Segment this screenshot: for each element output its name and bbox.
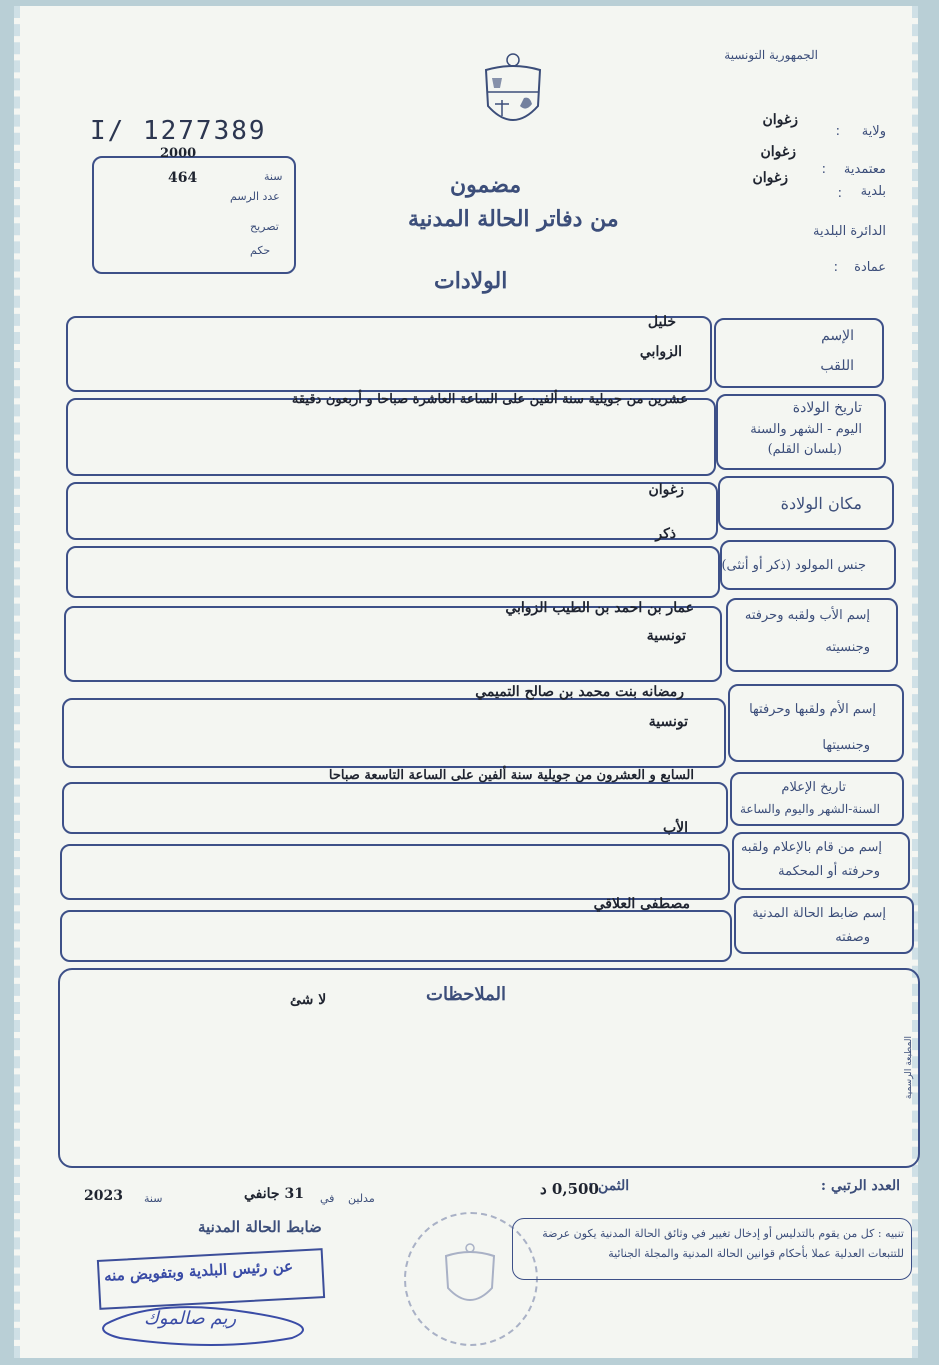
reg-number-label: عدد الرسم — [230, 190, 280, 203]
baladia-label: بلدية — [860, 184, 886, 199]
declaration-date-value: السابع و العشرون من جويلية سنة ألفين على الساعة التاسعة صباحا — [328, 768, 694, 783]
officer-value-box — [60, 910, 732, 962]
mother-value-box — [62, 698, 726, 768]
serial-number: I/ 1277389 — [90, 116, 267, 146]
section-title: الولادات — [434, 268, 508, 294]
motamadia-label: معتمدية — [843, 162, 886, 177]
year-value: 2023 — [84, 1188, 123, 1204]
mother-label: إسم الأم ولقبها وحرفتها — [749, 702, 876, 717]
birth-date-sub-label: اليوم - الشهر والسنة — [750, 422, 862, 437]
sex-label: جنس المولود (ذكر أو أنثى) — [721, 558, 866, 573]
declarant-value-box — [60, 844, 730, 900]
birth-place-value-box — [66, 482, 718, 540]
first-name-label: الإسم — [821, 328, 854, 344]
wilaya-label: ولاية — [861, 124, 886, 139]
motamadia-value: زغوان — [760, 144, 796, 160]
officer-label: إسم ضابط الحالة المدنية — [752, 906, 886, 921]
mother-nationality-label: وجنسيتها — [822, 738, 870, 753]
warning-text: تنبيه : كل من يقوم بالتدليس أو إدخال تغيير في وثائق الحالة المدنية يكون عرضة للتتبعات العدلية عملا بأحكام قوانين الحالة المدنية والمجلة الجنائية — [542, 1227, 904, 1261]
declaration-date-sub-label: السنة-الشهر واليوم والساعة — [739, 802, 880, 816]
father-value: عمار بن احمد بن الطيب الزوابي — [505, 600, 694, 616]
birth-date-label: تاريخ الولادة — [792, 400, 862, 416]
birth-date-value-box — [66, 398, 716, 476]
reg-judgment-label: حكم — [250, 244, 271, 257]
mother-value: رمضانه بنت محمد بن صالح التميمي — [475, 684, 684, 700]
signature-loop-icon — [96, 1302, 326, 1346]
colon: : — [833, 260, 838, 275]
title-line1: مضمون — [450, 172, 522, 198]
signature-name: ريم صالموك — [144, 1308, 237, 1329]
year-label: سنة — [144, 1192, 163, 1205]
birth-place-value: زغوان — [648, 482, 684, 498]
colon: : — [821, 162, 826, 177]
sex-value: ذكر — [655, 526, 676, 542]
name-label-box — [714, 318, 884, 388]
omada-label: عمادة — [854, 260, 886, 275]
reg-year-label: سنة — [264, 170, 283, 183]
declarant-value: الأب — [662, 820, 688, 836]
birth-place-label: مكان الولادة — [780, 494, 862, 513]
delegation-stamp-text: عن رئيس البلدية وبتفويض منه — [103, 1257, 294, 1285]
declaration-date-label: تاريخ الإعلام — [781, 780, 846, 795]
name-value-box — [66, 316, 712, 392]
daira-label: الدائرة البلدية — [813, 224, 886, 239]
last-name-label: اللقب — [820, 358, 854, 374]
price-label: الثمن : — [588, 1178, 630, 1194]
sex-value-box — [66, 546, 720, 598]
republic-label: الجمهورية التونسية — [724, 48, 818, 62]
colon: : — [837, 186, 842, 201]
officer-sub-label: وصفته — [835, 930, 870, 945]
remarks-label: الملاحظات — [426, 984, 506, 1005]
delivered-label: مدلين — [348, 1192, 375, 1205]
reg-year-value: 2000 — [160, 146, 197, 161]
declarant-sub-label: وحرفته أو المحكمة — [778, 864, 880, 879]
birth-date-value: عشرين من جويلية سنة ألفين على الساعة العاشرة صباحا و أربعون دقيقة — [291, 392, 688, 407]
mother-nationality-value: تونسية — [648, 714, 688, 730]
birth-date-pen-label: (بلسان القلم) — [767, 442, 842, 457]
delivered-in-label: في — [320, 1192, 335, 1205]
birth-certificate-sheet — [14, 6, 918, 1358]
baladia-value: زغوان — [752, 170, 788, 186]
printer-label: المطبعة الرسمية — [904, 1036, 914, 1100]
reg-declaration-label: تصريح — [250, 220, 279, 233]
first-name-value: خليل — [647, 314, 676, 330]
price-value: 0,500 د — [540, 1180, 599, 1198]
father-label: إسم الأب ولقبه وحرفته — [744, 608, 870, 623]
tunisia-coat-of-arms-icon — [480, 52, 546, 134]
mother-label-box — [728, 684, 904, 762]
footer-serial-label: العدد الرتبي : — [820, 1178, 900, 1194]
wilaya-value: زغوان — [762, 112, 798, 128]
reg-number-value: 464 — [168, 170, 198, 186]
colon: : — [835, 124, 840, 139]
officer-value: مصطفى العلاقي — [593, 896, 690, 912]
declaration-date-value-box — [62, 782, 728, 834]
title-line2: من دفاتر الحالة المدنية — [408, 206, 619, 232]
seal-emblem-icon — [440, 1242, 500, 1312]
officer-title: ضابط الحالة المدنية — [198, 1218, 322, 1236]
father-nationality-label: وجنسيته — [825, 640, 870, 655]
father-nationality-value: تونسية — [646, 628, 686, 644]
declarant-label: إسم من قام بالإعلام ولقبه — [740, 840, 882, 855]
delivery-date-value: 31 جانفي — [244, 1186, 304, 1202]
last-name-value: الزوابي — [639, 344, 682, 360]
remarks-value: لا شئ — [290, 992, 327, 1008]
father-value-box — [64, 606, 722, 682]
